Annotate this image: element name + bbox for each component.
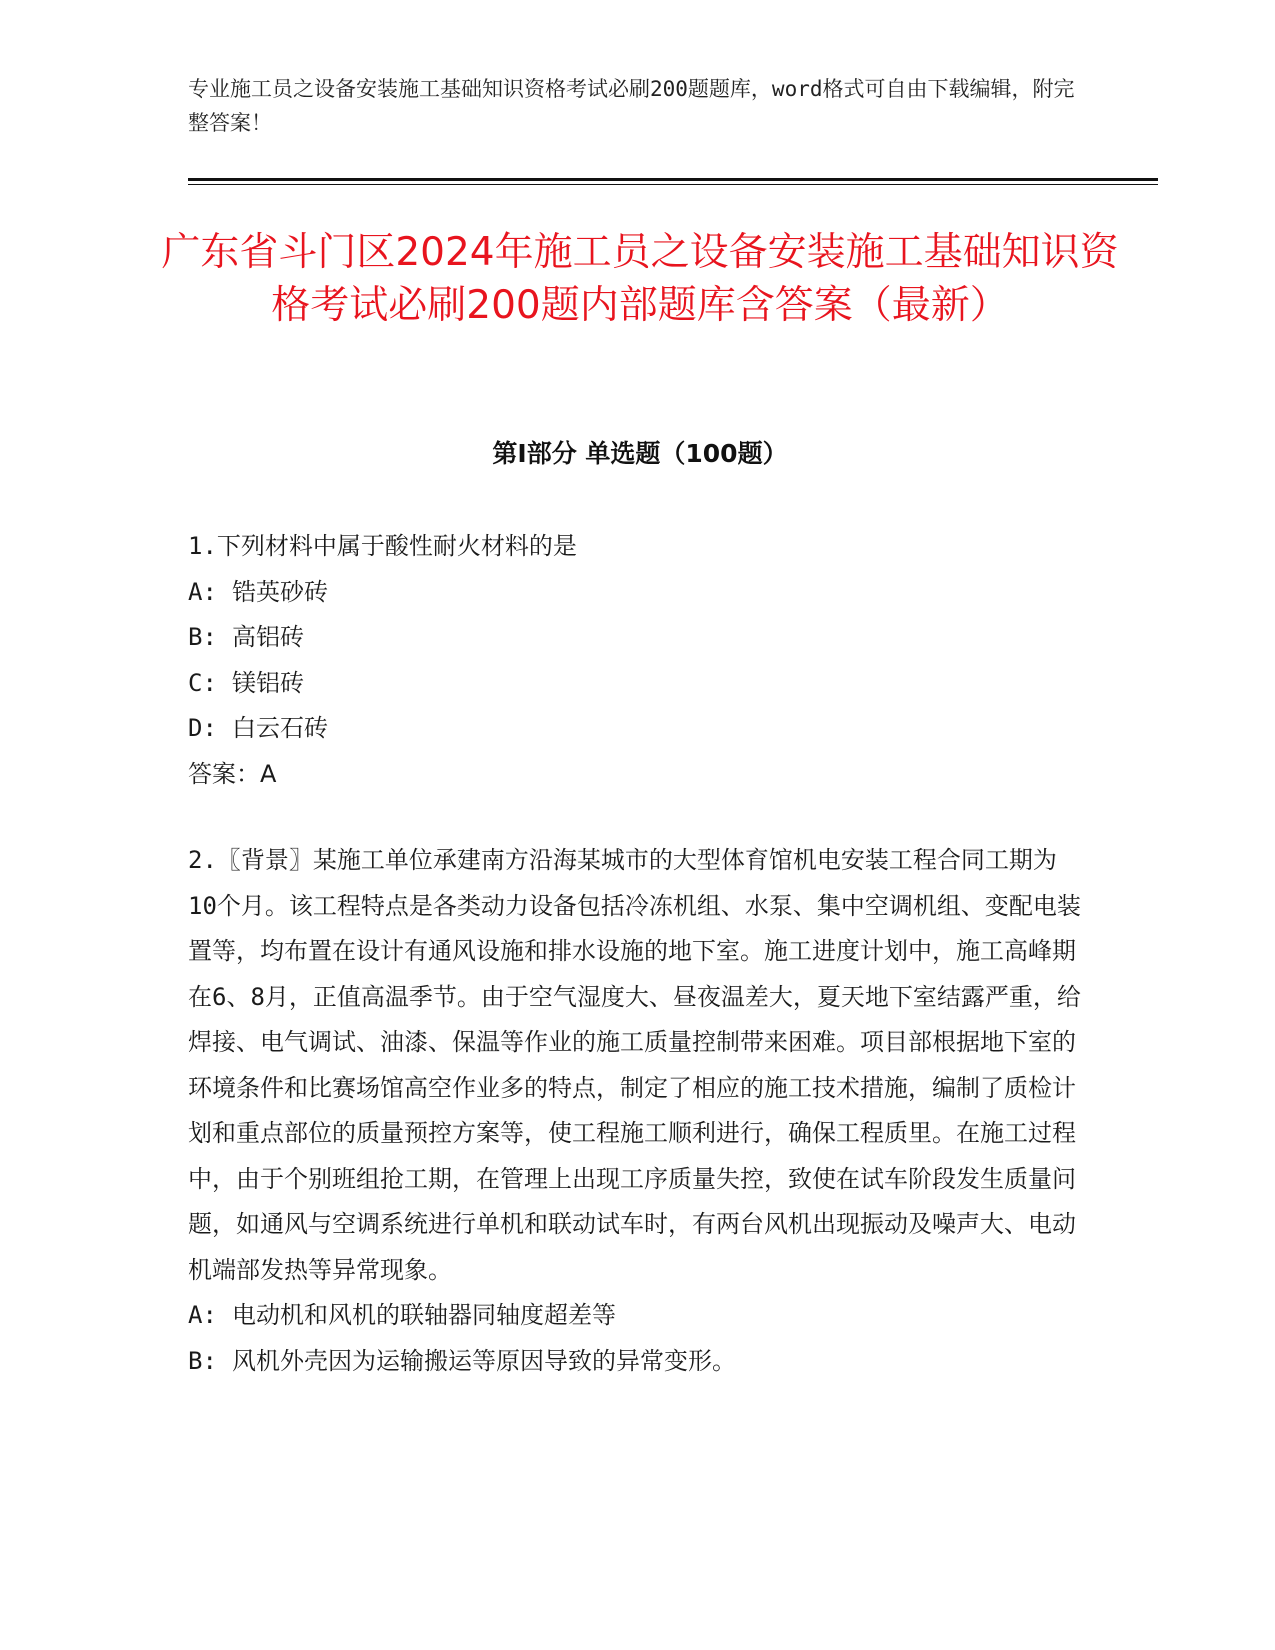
option-a [188, 570, 1083, 616]
option-a [188, 1293, 1083, 1339]
option-text: 电动机和风机的联轴器同轴度超差等 [232, 1301, 616, 1329]
option-text: 高铝砖 [232, 623, 304, 651]
header-divider-thick [188, 178, 1158, 181]
option-c [188, 661, 1083, 707]
section-title: 第Ⅰ部分 单选题（100题） [492, 439, 788, 468]
question-stem: 2.〖背景〗某施工单位承建南方沿海某城市的大型体育馆机电安装工程合同工期为10个月。该工程特点是各类动力设备包括冷冻机组、水泵、集中空调机组、变配电装置等，均布置在设计有通风设施和排水设施的地下室。施工进度计划中，施工高峰期在6、8月，正值高温季节。由于空气湿度大、昼夜温差大，夏天地下室结露严重，给焊接、电气调试、油漆、保温等作业的施工质量控制带来困难。项目部根据地下室的环境条件和比赛场馆高空作业多的特点，制定了相应的施工技术措施，编制了质检计划和重点部位的质量预控方案等，使工程施工顺利进行，确保工程质里。在施工过程中，由于个别班组抢工期，在管理上出现工序质量失控，致使在试车阶段发生质量问题，如通风与空调系统进行单机和联动试车时，有两台风机出现振动及噪声大、电动机端部发热等异常现象。 [188, 846, 1081, 1284]
option-text: 白云石砖 [232, 714, 328, 742]
option-letter: D: [188, 714, 217, 742]
option-b [188, 615, 1083, 661]
header-divider-thin [188, 184, 1158, 185]
question-2 [188, 838, 1083, 1384]
option-text: 镁铝砖 [232, 668, 304, 697]
option-letter: B: [188, 623, 217, 651]
option-letter: A: [188, 577, 217, 606]
option-letter: C: [188, 668, 217, 697]
option-letter: A: [188, 1301, 217, 1329]
question-1 [188, 524, 1083, 797]
answer-line: 答案：A [188, 759, 277, 788]
document-title: 广东省斗门区2024年施工员之设备安装施工基础知识资格考试必刷200题内部题库含答案（最新） [161, 230, 1119, 328]
option-b [188, 1339, 1083, 1385]
question-stem: 1.下列材料中属于酸性耐火材料的是 [188, 532, 577, 560]
option-text: 锆英砂砖 [232, 577, 328, 606]
option-d [188, 706, 1083, 752]
option-letter: B: [188, 1346, 217, 1375]
option-text: 风机外壳因为运输搬运等原因导致的异常变形。 [232, 1346, 736, 1375]
header-note: 专业施工员之设备安装施工基础知识资格考试必刷200题题库，word格式可自由下载编辑，附完整答案！ [188, 77, 1075, 135]
